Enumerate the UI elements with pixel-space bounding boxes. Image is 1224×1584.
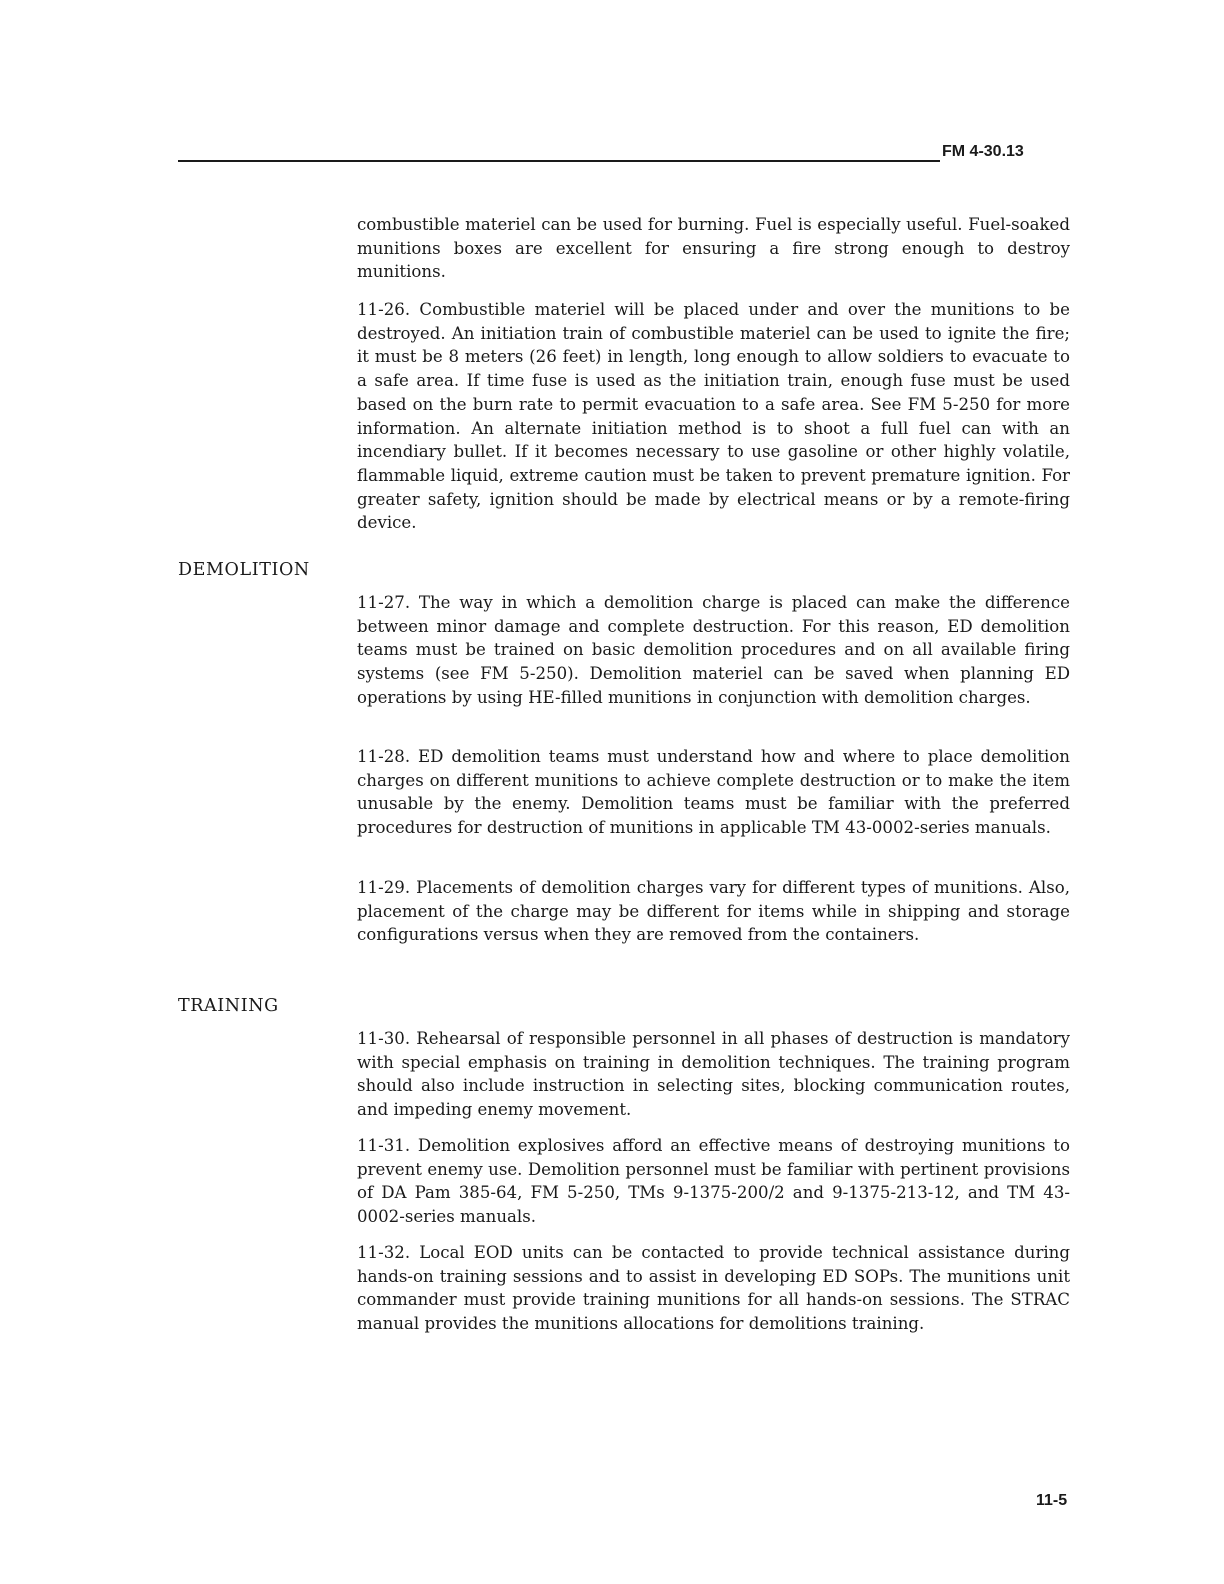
paragraph-11-30: 11-30. Rehearsal of responsible personnel in all phases of destruction is mandatory with special emphasis on training in demolition techniques. The training program should also include instruction in selecting sites, blocking communication routes, and impeding enemy movement. <box>357 1029 1070 1120</box>
section-heading-demolition: DEMOLITION <box>178 560 310 580</box>
paragraph-11-28: 11-28. ED demolition teams must understand how and where to place demolition charges on different munitions to achieve complete destruction or to make the item unusable by the enemy. Demolition teams must be familiar with the preferred procedures for destruction of munitions in applicable TM 43-0002-series manuals. <box>357 747 1070 838</box>
paragraph-continued: combustible materiel can be used for burning. Fuel is especially useful. Fuel-soaked munitions boxes are excellent for ensuring a fire strong enough to destroy munitions. <box>357 215 1070 282</box>
section-heading-training: TRAINING <box>178 996 279 1016</box>
paragraph-11-32: 11-32. Local EOD units can be contacted to provide technical assistance during hands-on training sessions and to assist in developing ED SOPs. The munitions unit commander must provide training munitions for all hands-on sessions. The STRAC manual provides the munitions allocations for demolitions training. <box>357 1243 1070 1334</box>
header-rule <box>178 160 940 162</box>
paragraph-11-31: 11-31. Demolition explosives afford an effective means of destroying munitions to prevent enemy use. Demolition personnel must be familiar with pertinent provisions of DA Pam 385-64, FM 5-250, TMs 9-1375-200/2 and 9-1375-213-12, and TM 43-0002-series manuals. <box>357 1136 1070 1227</box>
paragraph-11-27: 11-27. The way in which a demolition charge is placed can make the difference between minor damage and complete destruction. For this reason, ED demolition teams must be trained on basic demolition procedures and on all available firing systems (see FM 5-250). Demolition materiel can be saved when planning ED operations by using HE-filled munitions in conjunction with demolition charges. <box>357 593 1070 707</box>
document-id: FM 4-30.13 <box>942 143 1024 160</box>
page-number: 11-5 <box>1036 1492 1068 1509</box>
paragraph-11-29: 11-29. Placements of demolition charges vary for different types of munitions. Also, placement of the charge may be different for items while in shipping and storage configurations versus when they are removed from the containers. <box>357 878 1070 945</box>
paragraph-11-26: 11-26. Combustible materiel will be placed under and over the munitions to be destroyed. An initiation train of combustible materiel can be used to ignite the fire; it must be 8 meters (26 feet) in length, long enough to allow soldiers to evacuate to a safe area. If time fuse is used as the initiation train, enough fuse must be used based on the burn rate to permit evacuation to a safe area. See FM 5-250 for more information. An alternate initiation method is to shoot a full fuel can with an incendiary bullet. If it becomes necessary to use gasoline or other highly volatile, flammable liquid, extreme caution must be taken to prevent premature ignition. For greater safety, ignition should be made by electrical means or by a remote-firing device. <box>357 300 1070 533</box>
